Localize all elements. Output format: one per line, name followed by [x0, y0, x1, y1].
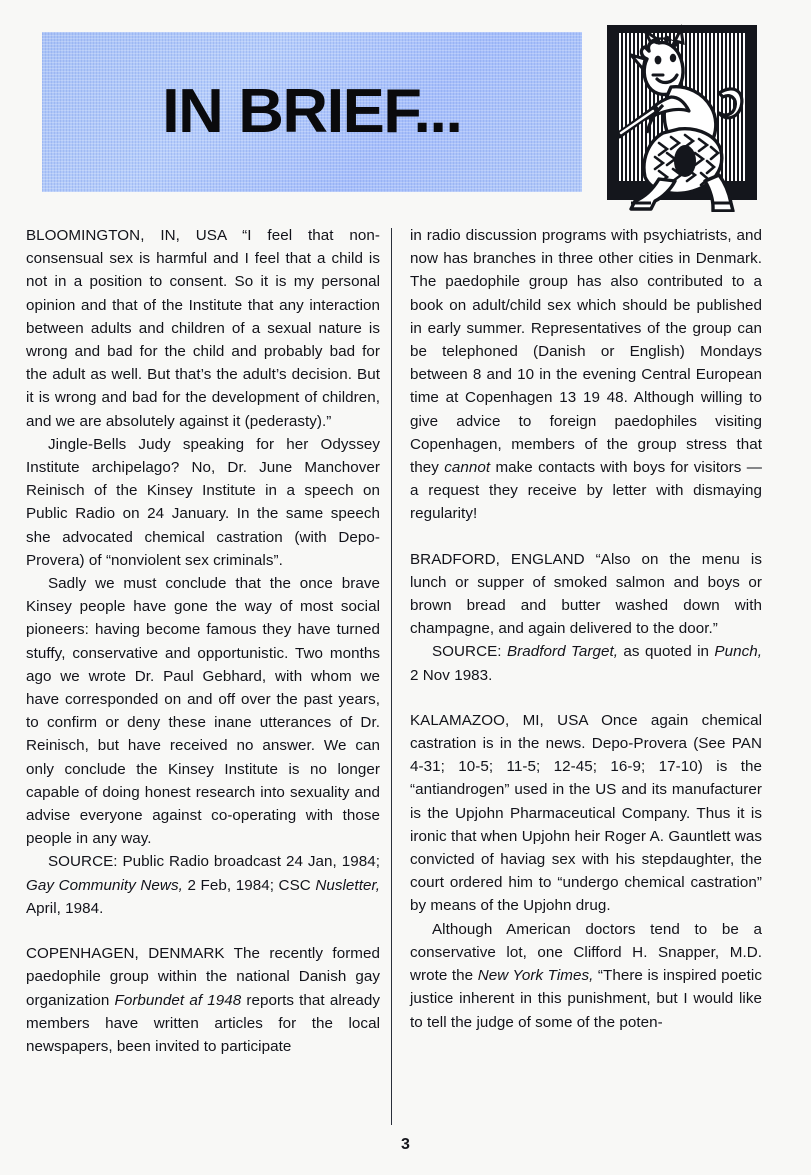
text-run: BLOOMINGTON, IN, USA “I feel that non-consensual sex is harmful and I feel that a child is not in a position to consent. So it is my personal opinion and that of the Institute that any interaction between adults and children of a sexual nature is wrong and bad for the child and probably bad for the adult as well. But that’s the adult’s decision. But it is wrong and bad for the development of children, and we are absolutely against it (pederasty).”	[26, 227, 380, 430]
page-title: IN BRIEF...	[162, 77, 462, 146]
text-run: BRADFORD, ENGLAND “Also on the menu is lunch or supper of smoked salmon and boys or brown bread and butter washed down with champagne, and again delivered to the door.”	[410, 550, 762, 638]
italic-run: Bradford Target,	[506, 643, 619, 661]
italic-run: Gay Community News,	[26, 876, 183, 894]
text-run: Sadly we must conclude that the once brave Kinsey people have gone the way of most social pioneers: having become famous they have turned stuffy, conservative and opportunistic. Two months ago we wrote Dr. Paul Gebhard, with whom we have corresponded on and off over the past years, to confirm or deny these inane utterances of Dr. Reinisch, but have received no answer. We can only conclude the Kinsey Institute is no longer capable of doing honest research into sexuality and advise everyone against co-operating with those people in any way.	[26, 575, 380, 848]
title-banner	[42, 32, 582, 192]
text-run: in radio discussion programs with psychiatrists, and now has branches in three other cities in Denmark. The paedophile group has also contributed to a book on adult/child sex which should be published in early summer. Representatives of the group can be telephoned (Danish or English) Mondays between 8 and 10 in the evening Central European time at Copenhagen 13 19 48. Although willing to give advice to foreign paedophiles visiting Copenhagen, members of the group stress that they	[410, 227, 762, 477]
paragraph-source-bradford	[410, 640, 762, 686]
italic-run: cannot	[444, 459, 491, 477]
column-left	[26, 224, 380, 1058]
text-run: April, 1984.	[26, 899, 104, 917]
column-right	[410, 224, 762, 1034]
text-run: SOURCE:	[432, 643, 507, 661]
text-run: as quoted in	[618, 643, 715, 661]
italic-run: Punch,	[714, 643, 762, 661]
text-run: make contacts with boys for visitors — a request they receive by letter with dismaying regularity!	[410, 459, 762, 523]
article-columns	[0, 224, 811, 1134]
paragraph-copenhagen-item	[26, 942, 380, 1058]
paragraph-source-bloomington	[26, 850, 380, 920]
text-run: “There is inspired poetic justice inherent in this punishment, but I would like to tell the judge of some of the poten-	[410, 967, 762, 1031]
text-run: Although American doctors tend to be a conservative lot, one Clifford H. Snapper, M.D. wrote the	[410, 920, 762, 985]
text-run: KALAMAZOO, MI, USA Once again chemical castration is in the news. Depo-Provera (See PAN 4-31; 10-5; 11-5; 12-45; 16-9; 17-10) is the “antiandrogen” used in the US and its manufacturer is the Upjohn Pharmaceutical Company. Thus it is ironic that when Upjohn heir Roger A. Gauntlett was convicted of haviag sex with his stepdaughter, the court ordered him to “undergo chemical castration” by means of the Upjohn drug.	[410, 711, 762, 915]
text-run: 2 Nov 1983.	[410, 666, 493, 684]
paragraph-bradford-item	[410, 548, 762, 641]
italic-run: Nusletter,	[315, 876, 380, 894]
paragraph-bloomington-quote	[26, 224, 380, 433]
text-run: 2 Feb, 1984; CSC	[182, 876, 316, 894]
text-run: SOURCE: Public Radio broadcast 24 Jan, 1984;	[48, 853, 380, 871]
paragraph-copenhagen-continued	[410, 224, 762, 526]
page-number: 3	[401, 1136, 410, 1153]
text-run: COPENHAGEN, DENMARK The recently formed paedophile group within the national Danish gay organization	[26, 945, 380, 1009]
italic-run: New York Times,	[477, 967, 594, 985]
paragraph-snapper-comment	[410, 918, 762, 1034]
text-run: reports that already members have written articles for the local newspapers, been invited to participate	[26, 991, 380, 1055]
masthead	[0, 0, 811, 218]
italic-run: Forbundet af 1948	[114, 991, 242, 1009]
paragraph-jingle-bells-judy	[26, 433, 380, 572]
paragraph-kinsey-commentary	[26, 572, 380, 850]
text-run: Jingle-Bells Judy speaking for her Odyssey Institute archipelago? No, Dr. June Manchover Reinisch of the Kinsey Institute in a speech on Public Radio on 24 January. In the same speech she advocated chemical castration (with Depo-Provera) of “nonviolent sex criminals”.	[26, 435, 380, 569]
faun-playing-flute-icon	[601, 13, 769, 212]
paragraph-kalamazoo-item	[410, 709, 762, 918]
